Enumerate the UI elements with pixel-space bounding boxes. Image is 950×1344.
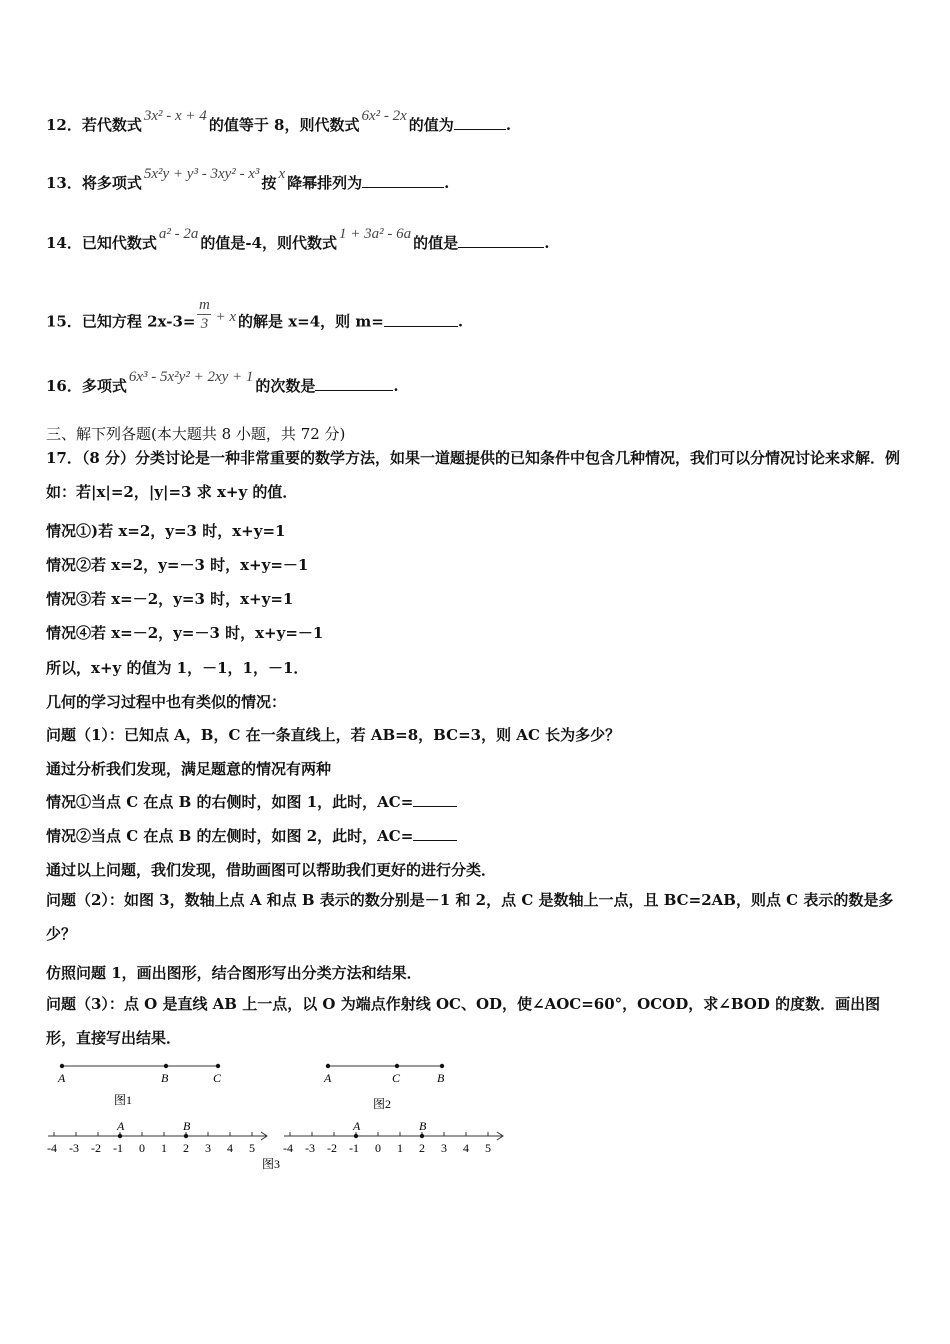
fig2-point-c <box>395 1064 399 1068</box>
q17-situation-2 <box>46 825 457 846</box>
fig3-left-tick-label: 3 <box>205 1141 211 1155</box>
q12-expr1: 3x² - x + 4 <box>143 108 207 124</box>
q15-answer-blank[interactable] <box>384 312 458 327</box>
q14-answer-blank[interactable] <box>458 233 544 248</box>
fig3-right-tick-label: 1 <box>397 1141 403 1155</box>
q12-answer-blank[interactable] <box>454 115 506 130</box>
fig3-left-tick-label: 5 <box>249 1141 255 1155</box>
q14-expr2: 1 + 3a² - 6a <box>339 226 412 242</box>
fig3-number-line-left <box>47 1119 267 1155</box>
fig3-left-tick-label: -4 <box>47 1141 57 1155</box>
fig2-point-b <box>440 1064 444 1068</box>
fig3-right-point-b <box>420 1134 424 1138</box>
fig3-left-label-a: A <box>117 1119 125 1133</box>
q13-text: 13．将多项式 <box>46 174 142 192</box>
q17-lesson: 通过以上问题，我们发现，借助画图可以帮助我们更好的进行分类． <box>46 861 497 879</box>
q13-expr1: 5x²y + y³ - 3xy² - x³ <box>143 166 260 182</box>
figure-2 <box>323 1064 445 1111</box>
fig1-label-a: A <box>58 1071 66 1085</box>
q12-end: . <box>505 116 512 134</box>
q15-text: 15．已知方程 2x-3= <box>46 312 196 331</box>
q12-text: 12．若代数式 <box>46 116 142 134</box>
q14-text-post: 的值是 <box>413 234 459 252</box>
q17-problem-2: 问题（2）：如图 3，数轴上点 A 和点 B 表示的数分别是－1 和 2，点 C 是数轴上一点，且 BC=2AB，则点 C 表示的数是多少？ <box>46 891 894 943</box>
fig3-right-tick-label: -3 <box>305 1141 315 1155</box>
q17-situation-2-text: 情况②当点 C 在点 B 的左侧时，如图 2，此时，AC= <box>46 827 414 845</box>
ac-blank-2[interactable] <box>413 826 457 841</box>
fig3-right-label-a: A <box>353 1119 361 1133</box>
question-15 <box>46 297 464 341</box>
q14-text-mid: 的值是-4，则代数式 <box>200 234 338 252</box>
q15-plus-x: + x <box>215 308 236 325</box>
fig3-right-tick-label: 0 <box>375 1141 381 1155</box>
q13-text-mid: 按 <box>261 174 277 192</box>
fig3-caption: 图3 <box>262 1157 281 1171</box>
q17-situation-1 <box>46 791 457 812</box>
fig3-right-tick-label: 4 <box>463 1141 469 1155</box>
q15-text-post: 的解是 x=4，则 m= <box>237 312 384 331</box>
q15-numerator: m <box>199 297 210 313</box>
q13-end: . <box>444 174 450 192</box>
fig3-left-tick-label: 1 <box>161 1141 167 1155</box>
fig1-label-b: B <box>161 1071 169 1085</box>
q17-situation-1-text: 情况①当点 C 在点 B 的右侧时，如图 1，此时，AC= <box>46 793 414 811</box>
q17-case-1: 情况①)若 x=2，y=3 时，x+y=1 <box>46 522 286 540</box>
fig1-caption: 图1 <box>114 1093 133 1107</box>
question-13 <box>46 166 450 194</box>
figures <box>40 1058 510 1178</box>
fig3-left-label-b: B <box>183 1119 191 1133</box>
q17-intro: 17．（8 分）分类讨论是一种非常重要的数学方法，如果一道题提供的已知条件中包含几种情况，我们可以分情况讨论来求解．例如：若|x|=2，|y|=3 求 x+y 的值． <box>46 449 901 501</box>
q15-end: . <box>457 312 464 331</box>
fig2-label-c: C <box>392 1071 401 1085</box>
q14-text: 14．已知代数式 <box>46 234 157 252</box>
q14-end: . <box>544 234 550 252</box>
fig3-left-tick-label: -3 <box>69 1141 79 1155</box>
q17-analysis: 通过分析我们发现，满足题意的情况有两种 <box>46 760 332 778</box>
fig2-label-a: A <box>324 1071 332 1085</box>
fig3-left-point-b <box>184 1134 188 1138</box>
q15-fraction <box>197 296 211 333</box>
fig1-point-b <box>164 1064 168 1068</box>
q14-expr1: a² - 2a <box>158 226 199 242</box>
q15-denominator: 3 <box>200 316 209 332</box>
ac-blank-1[interactable] <box>413 792 457 807</box>
question-12 <box>46 108 512 136</box>
q12-expr2: 6x² - 2x <box>361 108 407 124</box>
q17-imitate: 仿照问题 1，画出图形，结合图形写出分类方法和结果． <box>46 964 422 982</box>
figure-1 <box>57 1064 222 1107</box>
q17-case-2: 情况②若 x=2，y=－3 时，x+y=－1 <box>46 556 309 574</box>
fig3-right-tick-label: -1 <box>349 1141 359 1155</box>
q13-answer-blank[interactable] <box>362 173 444 188</box>
q12-text-mid: 的值等于 8，则代数式 <box>208 116 360 134</box>
fig3-left-tick-label: 4 <box>227 1141 233 1155</box>
question-14 <box>46 226 550 254</box>
q16-text: 16．多项式 <box>46 377 127 395</box>
q16-text-post: 的次数是 <box>255 377 316 395</box>
fig3-right-tick-label: -4 <box>283 1141 293 1155</box>
fig2-label-b: B <box>437 1071 445 1085</box>
fig3-right-label-b: B <box>419 1119 427 1133</box>
fig3-right-point-a <box>354 1134 358 1138</box>
q17-case-4: 情况④若 x=－2，y=－3 时，x+y=－1 <box>46 624 324 642</box>
q16-answer-blank[interactable] <box>315 376 393 391</box>
fig2-caption: 图2 <box>373 1097 392 1111</box>
fig3-left-tick-label: 2 <box>183 1141 189 1155</box>
fig3-right-tick-label: -2 <box>327 1141 337 1155</box>
q16-end: . <box>393 377 399 395</box>
q16-expr1: 6x³ - 5x²y² + 2xy + 1 <box>128 369 254 385</box>
fig3-right-tick-label: 3 <box>441 1141 447 1155</box>
q17-conclusion: 所以，x+y 的值为 1，－1，1，－1． <box>46 659 309 677</box>
fig1-point-a <box>60 1064 64 1068</box>
q13-text-post: 降幂排列为 <box>287 174 363 192</box>
fig3-right-tick-label: 2 <box>419 1141 425 1155</box>
fig1-label-c: C <box>213 1071 222 1085</box>
q17-case-3: 情况③若 x=－2，y=3 时，x+y=1 <box>46 590 294 608</box>
fig3-left-tick-label: -1 <box>113 1141 123 1155</box>
fig3-right-tick-label: 5 <box>485 1141 491 1155</box>
fig3-number-line-right <box>283 1119 503 1155</box>
q17-geometry-intro: 几何的学习过程中也有类似的情况： <box>46 693 287 711</box>
fig2-point-a <box>326 1064 330 1068</box>
fig3-left-point-a <box>118 1134 122 1138</box>
fig3-left-tick-label: 0 <box>139 1141 145 1155</box>
question-16 <box>46 369 399 397</box>
q13-expr2: x <box>278 166 286 182</box>
q17-problem-1: 问题（1）：已知点 A，B，C 在一条直线上，若 AB=8，BC=3，则 AC 长为多少？ <box>46 726 621 744</box>
q12-text-post: 的值为 <box>408 116 454 134</box>
q17-problem-3: 问题（3）：点 O 是直线 AB 上一点，以 O 为端点作射线 OC、OD，使∠AOC=60°，OCOD，求∠BOD 的度数．画出图形，直接写出结果． <box>46 995 881 1047</box>
fig3-left-tick-label: -2 <box>91 1141 101 1155</box>
fig1-point-c <box>216 1064 220 1068</box>
section-3-heading: 三、解下列各题(本大题共 8 小题，共 72 分) <box>46 425 346 443</box>
